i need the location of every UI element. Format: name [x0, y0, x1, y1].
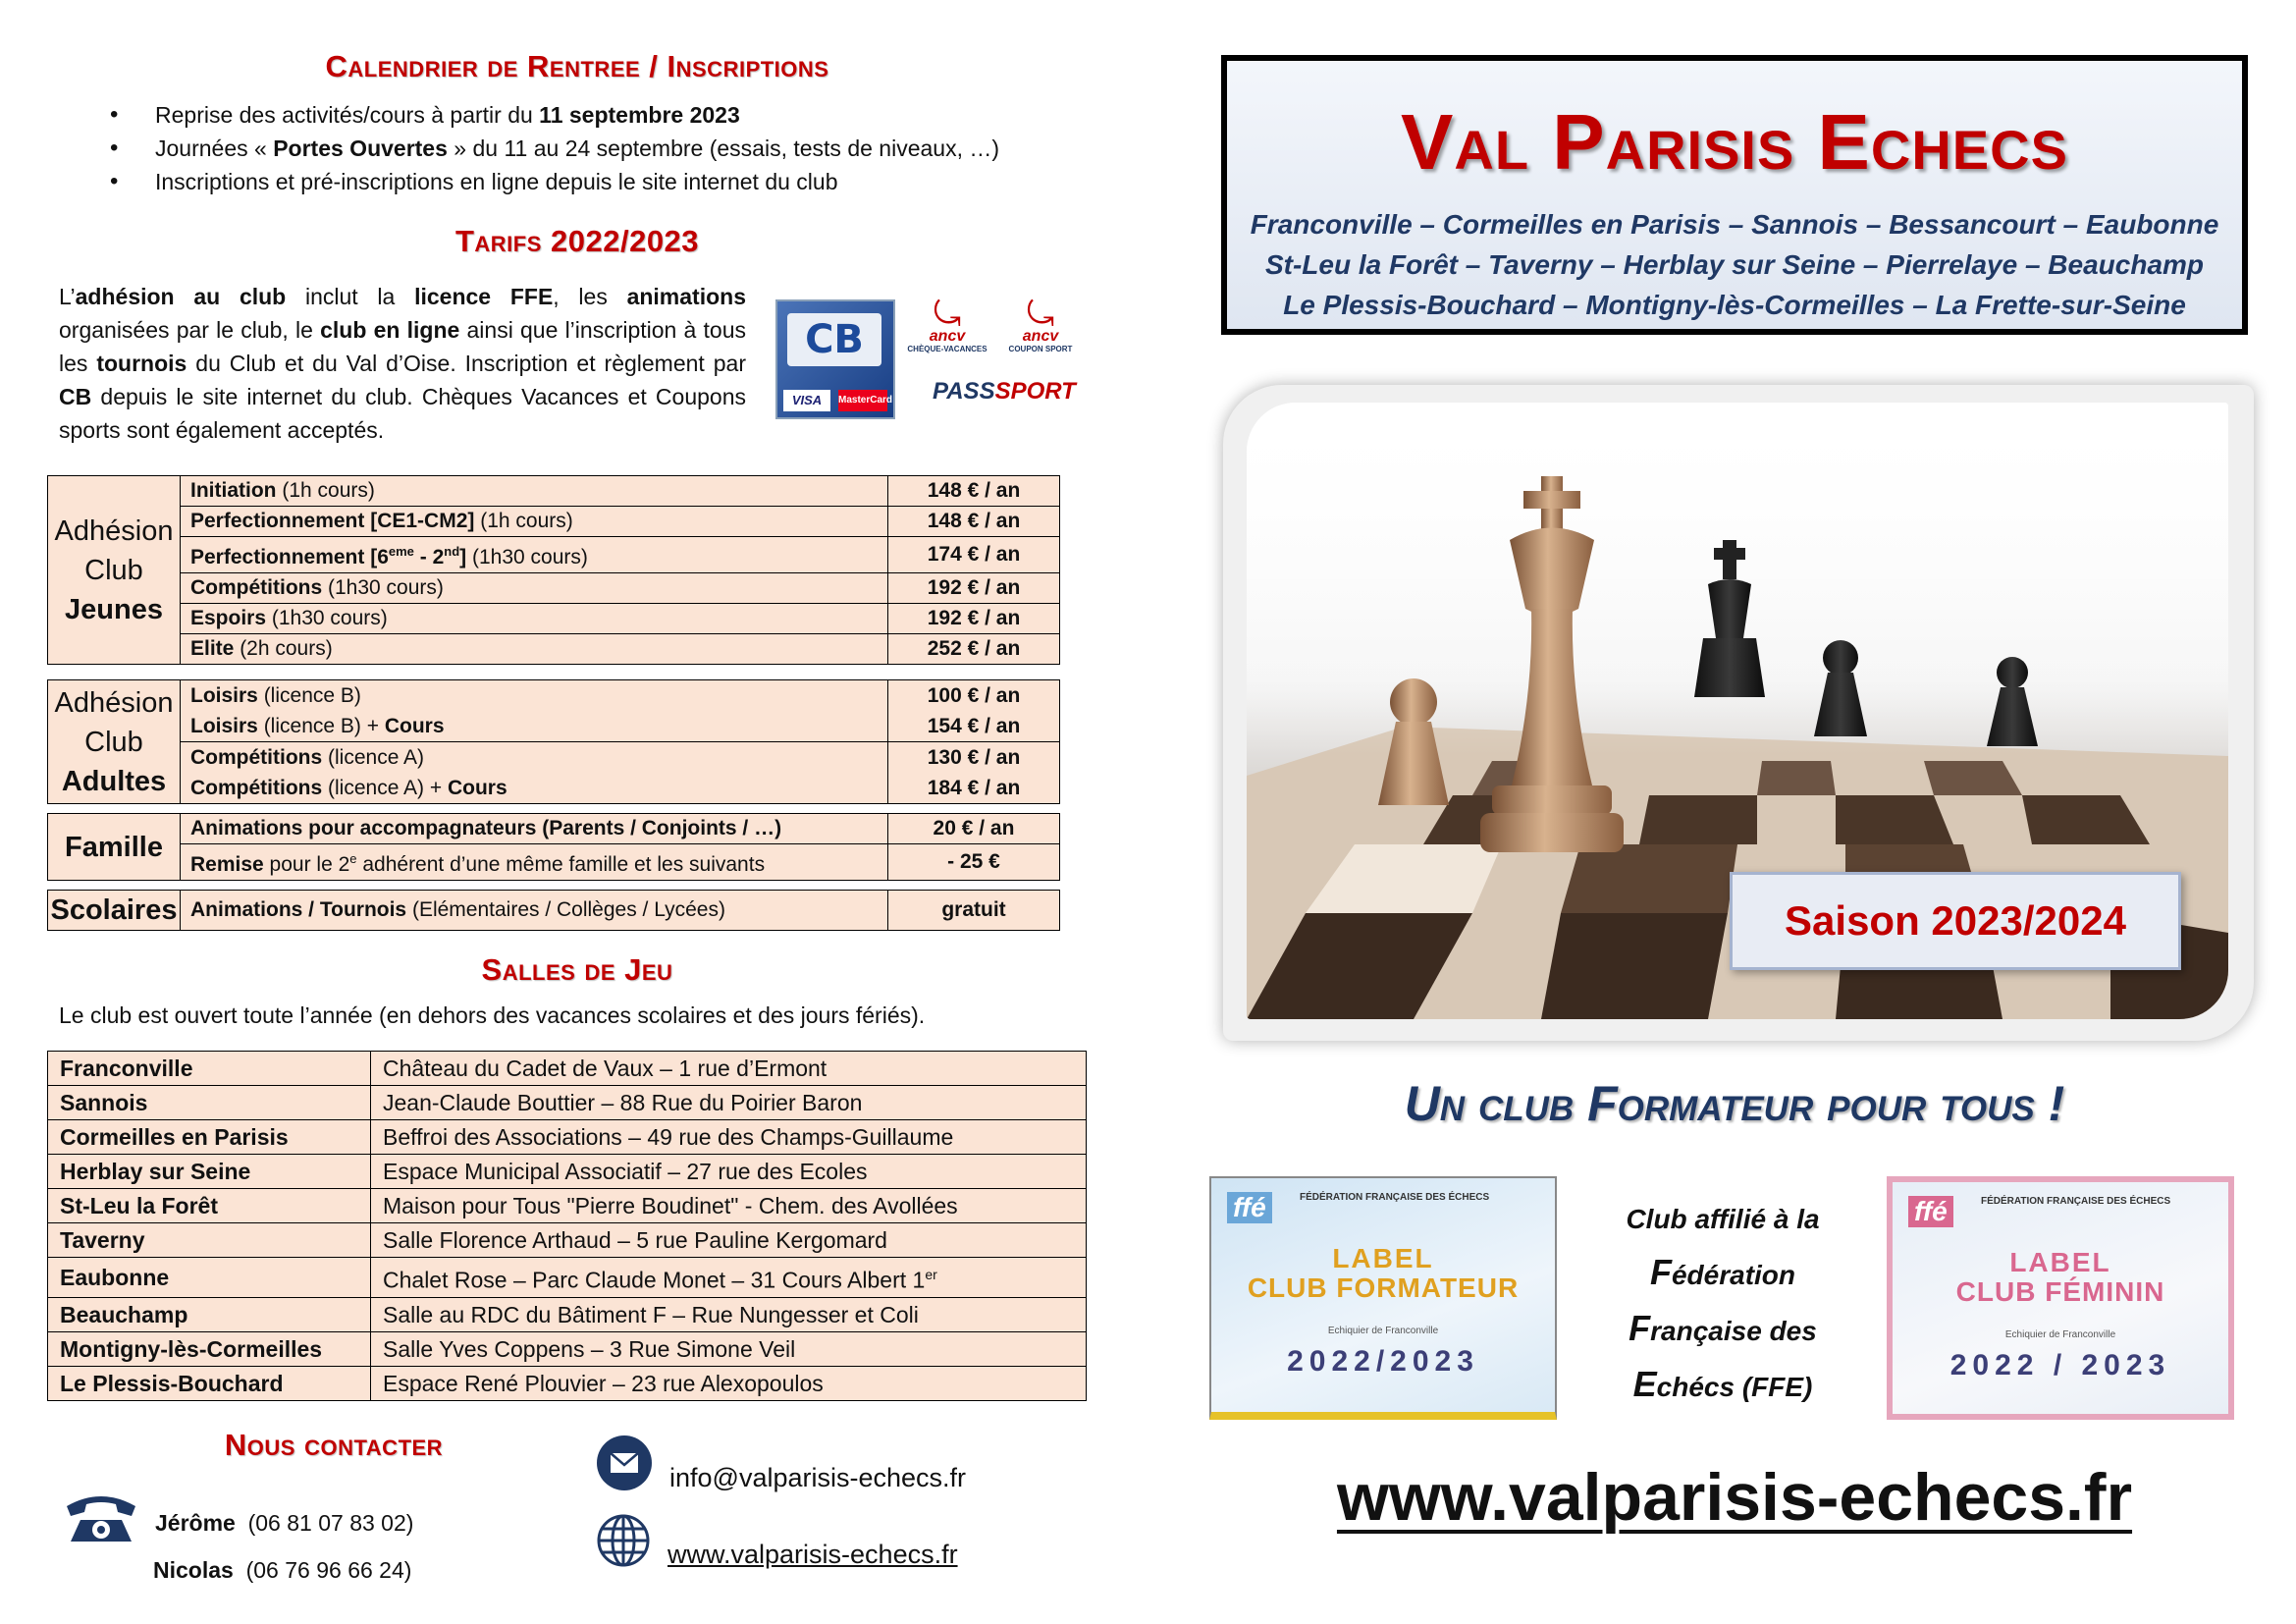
- list-item: • Inscriptions et pré-inscriptions en ligne depuis le site internet du club: [110, 165, 999, 198]
- calendar-list: [110, 98, 999, 198]
- table-row: St-Leu la Forêt Maison pour Tous "Pierre Boudinet" - Chem. des Avollées: [48, 1189, 1087, 1223]
- table-row: Franconville Château du Cadet de Vaux – 1 rue d’Ermont: [48, 1052, 1087, 1086]
- tarifs-adultes-table: Adhésion Club Adultes Loisirs (licence B) Loisirs (licence B) + Cours 100 € / an 154 € / an Compétitions (licence A) Compétitions (licence A) + Cours 130 € / an 184 € / an: [47, 679, 1060, 804]
- salles-table: [47, 1051, 1087, 1401]
- list-item: • Journées « Portes Ouvertes » du 11 au 24 septembre (essais, tests de niveaux, …): [110, 132, 999, 165]
- ancv-coupon-sport-logo: ⤿ ancv COUPON SPORT: [1008, 296, 1073, 353]
- contact-title: Nous contacter: [224, 1428, 444, 1462]
- label-club-formateur-card: ffé FÉDÉRATION FRANÇAISE DES ÉCHECS LABEL CLUB FORMATEUR Echiquier de Franconville 2022/2023: [1209, 1176, 1557, 1420]
- table-row: Beauchamp Salle au RDC du Bâtiment F – Rue Nungesser et Coli: [48, 1297, 1087, 1331]
- tarifs-scolaires-table: Scolaires Animations / Tournois (Elémentaires / Collèges / Lycées) gratuit: [47, 890, 1060, 931]
- salles-title: Salles de Jeu: [481, 952, 673, 987]
- tarifs-famille-table: Famille Animations pour accompagnateurs (Parents / Conjoints / …) 20 € / an Remise pour le 2e adhérent d’une même famille et les suivants - 25 €: [47, 813, 1060, 881]
- group-label: Adhésion Club Adultes: [48, 680, 181, 804]
- mastercard-logo: MasterCard: [838, 390, 887, 411]
- table-row: Taverny Salle Florence Arthaud – 5 rue Pauline Kergomard: [48, 1223, 1087, 1258]
- table-row: Le Plessis-Bouchard Espace René Plouvier – 23 rue Alexopoulos: [48, 1366, 1087, 1400]
- slogan: Un club Formateur pour tous !: [1404, 1076, 2065, 1131]
- group-label: Scolaires: [48, 891, 181, 931]
- club-header: [1221, 55, 2248, 335]
- tarifs-title: Tarifs 2022/2023: [454, 224, 700, 258]
- table-row: Eaubonne Chalet Rose – Parc Claude Monet – 31 Cours Albert 1er: [48, 1258, 1087, 1298]
- label-club-feminin-card: ffé FÉDÉRATION FRANÇAISE DES ÉCHECS LABEL CLUB FÉMININ Echiquier de Franconville 2022 / 2023: [1887, 1176, 2234, 1420]
- table-row: Sannois Jean-Claude Bouttier – 88 Rue du Poirier Baron: [48, 1086, 1087, 1120]
- pass-sport-logo: PASSSPORT: [933, 378, 1076, 405]
- visa-logo: VISA: [783, 390, 830, 411]
- affiliation-text: Club affilié à la Fédération Française des Echécs (FFE): [1626, 1204, 1820, 1404]
- salles-intro: Le club est ouvert toute l’année (en dehors des vacances scolaires et des jours fériés).: [59, 1002, 926, 1028]
- website-link[interactable]: www.valparisis-echecs.fr: [667, 1540, 958, 1569]
- contact-person: Jérôme (06 81 07 83 02): [155, 1510, 414, 1536]
- club-name: Val Parisis Echecs: [1401, 98, 2068, 186]
- payment-logos: [775, 296, 1090, 417]
- table-row: Cormeilles en Parisis Beffroi des Associations – 49 rue des Champs-Guillaume: [48, 1120, 1087, 1155]
- website-url[interactable]: www.valparisis-echecs.fr: [1336, 1460, 2133, 1535]
- envelope-icon: [597, 1435, 652, 1490]
- table-row: Montigny-lès-Cormeilles Salle Yves Coppens – 3 Rue Simone Veil: [48, 1331, 1087, 1366]
- globe-icon: [595, 1512, 652, 1569]
- tarifs-jeunes-table: Adhésion Club Jeunes Initiation (1h cours) 148 € / an Perfectionnement [CE1-CM2] (1h cours) 148 € / an Perfectionnement [6eme - 2nd] (1h30 cours) 174 € / an Compétitions (1h30 cours) 192 € / an Espoirs (1h30 cours) 192 € / an Elite (2h cours) 252 € / an: [47, 475, 1060, 665]
- calendar-title: Calendrier de Rentree / Inscriptions: [325, 49, 829, 83]
- telephone-icon: [63, 1490, 139, 1543]
- cb-card-logo: CB VISA MasterCard: [775, 299, 895, 419]
- email-link[interactable]: info@valparisis-echecs.fr: [669, 1463, 967, 1492]
- list-item: • Reprise des activités/cours à partir du 11 septembre 2023: [110, 98, 999, 132]
- towns-list: Franconville – Cormeilles en Parisis – Sannois – Bessancourt – Eaubonne St-Leu la Forêt – Taverny – Herblay sur Seine – Pierrelaye – Beauchamp Le Plessis-Bouchard – Montigny-lès-Cormeilles – La Frette-sur-Seine: [1250, 209, 2219, 320]
- group-label: Famille: [48, 814, 181, 881]
- table-row: Herblay sur Seine Espace Municipal Associatif – 27 rue des Ecoles: [48, 1155, 1087, 1189]
- contact-person: Nicolas (06 76 96 66 24): [153, 1557, 412, 1583]
- season-badge: Saison 2023/2024: [1730, 872, 2181, 970]
- tarifs-intro: L’adhésion au club inclut la licence FFE, les animations organisées par le club, le club en ligne ainsi que l’inscription à tous les tournois du Club et du Val d’Oise. Inscription et règlement par CB depuis le site internet du club. Chèques Vacances et Coupons sports sont également acceptés.: [59, 284, 746, 443]
- group-label: Adhésion Club Jeunes: [48, 476, 181, 665]
- ancv-cheque-vacances-logo: ⤿ ancv CHÈQUE-VACANCES: [907, 296, 988, 353]
